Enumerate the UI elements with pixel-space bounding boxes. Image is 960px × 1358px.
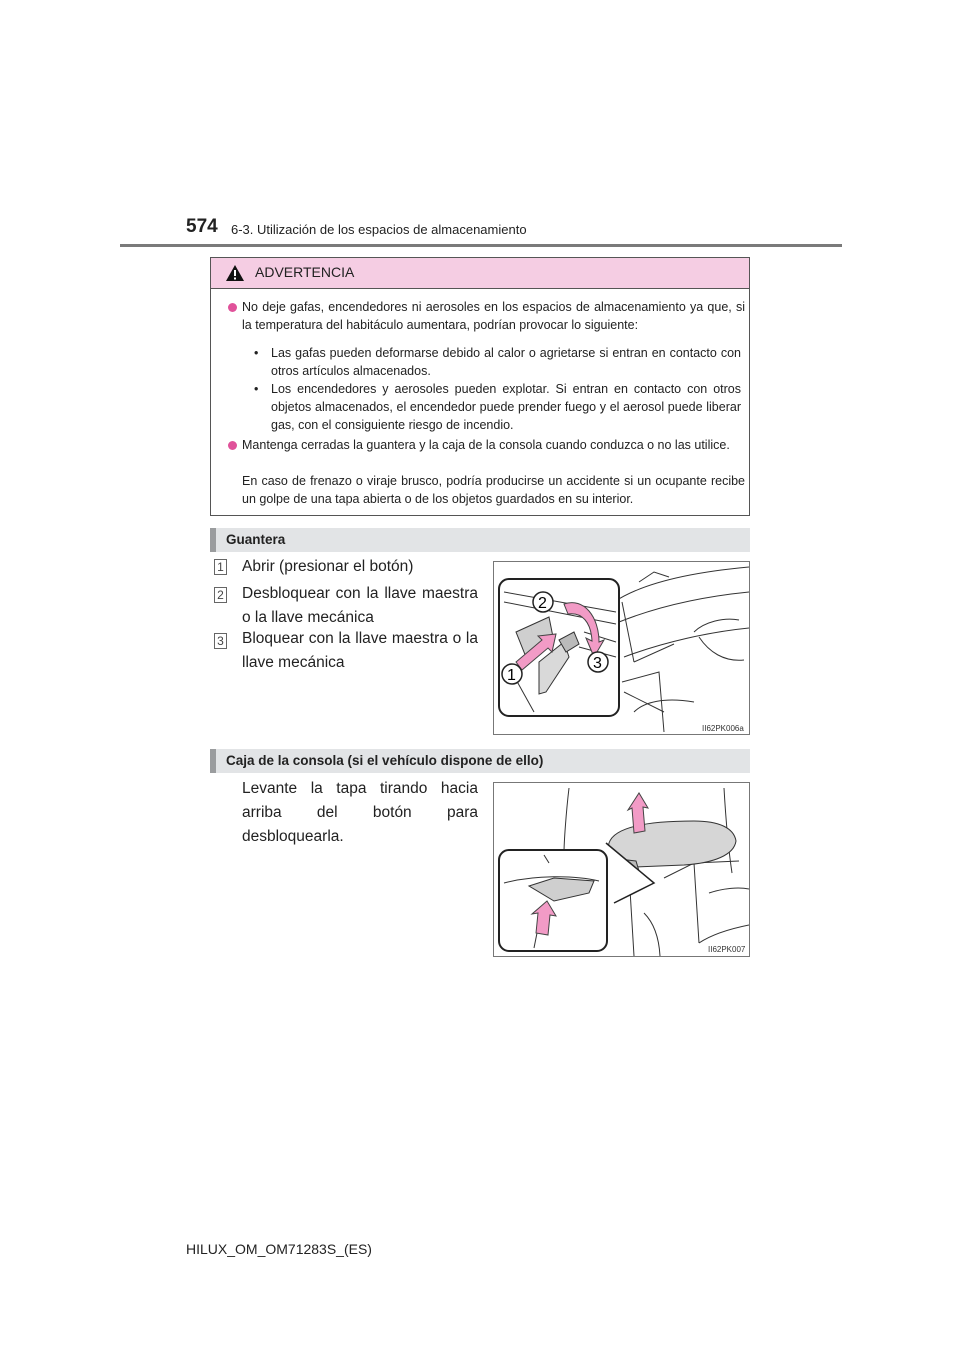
step-text-2: Desbloquear con la llave maestra o la llave mecánica xyxy=(242,585,478,626)
warning-title: ADVERTENCIA xyxy=(255,264,355,280)
figure-code: II62PK006a xyxy=(702,724,744,733)
warning-body xyxy=(211,288,749,515)
section-bar xyxy=(210,749,216,773)
warning-subitem-2: Los encendedores y aerosoles pueden explotar. Si entran en contacto con otros objetos almacenados, el encendedor puede prender fuego y el aerosol puede liberar gas, con el consiguiente riesgo de incendio. xyxy=(271,382,741,432)
callout-2: 2 xyxy=(538,595,547,612)
warning-item-1: No deje gafas, encendedores ni aerosoles en los espacios de almacenamiento ya que, si la temperatura del habitáculo aumentara, podrían provocar lo siguiente: xyxy=(242,300,745,332)
step-number-1: 1 xyxy=(214,559,227,575)
glovebox-illustration xyxy=(494,562,749,734)
glovebox-section-header xyxy=(210,528,750,552)
warning-subitem-1: Las gafas pueden deformarse debido al calor o agrietarse si entran en contacto con otros artículos almacenados. xyxy=(271,346,741,378)
sub-bullet-dot: • xyxy=(254,382,259,396)
console-instructions: Levante la tapa tirando hacia arriba del botón para desbloquearla. xyxy=(242,780,478,845)
footer-doc-id: HILUX_OM_OM71283S_(ES) xyxy=(186,1241,372,1257)
console-section-title: Caja de la consola (si el vehículo dispone de ello) xyxy=(226,753,544,768)
header-rule xyxy=(120,244,842,247)
step-text-3: Bloquear con la llave maestra o la llave mecánica xyxy=(242,630,478,671)
step-number-3: 3 xyxy=(214,633,227,649)
glovebox-figure xyxy=(493,561,750,735)
sub-bullet-dot: • xyxy=(254,346,259,360)
bullet-icon xyxy=(228,441,237,450)
warning-item-2-detail: En caso de frenazo o viraje brusco, podría producirse un accidente si un ocupante recibe un golpe de una tapa abierta o de los objetos guardados en su interior. xyxy=(242,474,745,506)
callout-1: 1 xyxy=(507,667,516,684)
section-title: 6-3. Utilización de los espacios de almacenamiento xyxy=(231,222,527,237)
console-illustration xyxy=(494,783,749,956)
console-figure xyxy=(493,782,750,957)
page-number: 574 xyxy=(186,216,218,237)
step-text-1: Abrir (presionar el botón) xyxy=(242,558,414,575)
callout-3: 3 xyxy=(593,655,602,672)
glovebox-section-title: Guantera xyxy=(226,532,286,547)
warning-item-2: Mantenga cerradas la guantera y la caja de la consola cuando conduzca o no las utilice. xyxy=(242,438,730,452)
warning-box xyxy=(210,257,750,516)
figure-code: II62PK007 xyxy=(708,945,746,954)
console-section-header xyxy=(210,749,750,773)
bullet-icon xyxy=(228,303,237,312)
step-number-2: 2 xyxy=(214,587,227,603)
section-bar xyxy=(210,528,216,552)
warning-header xyxy=(211,258,749,289)
warning-triangle-icon xyxy=(225,264,245,282)
